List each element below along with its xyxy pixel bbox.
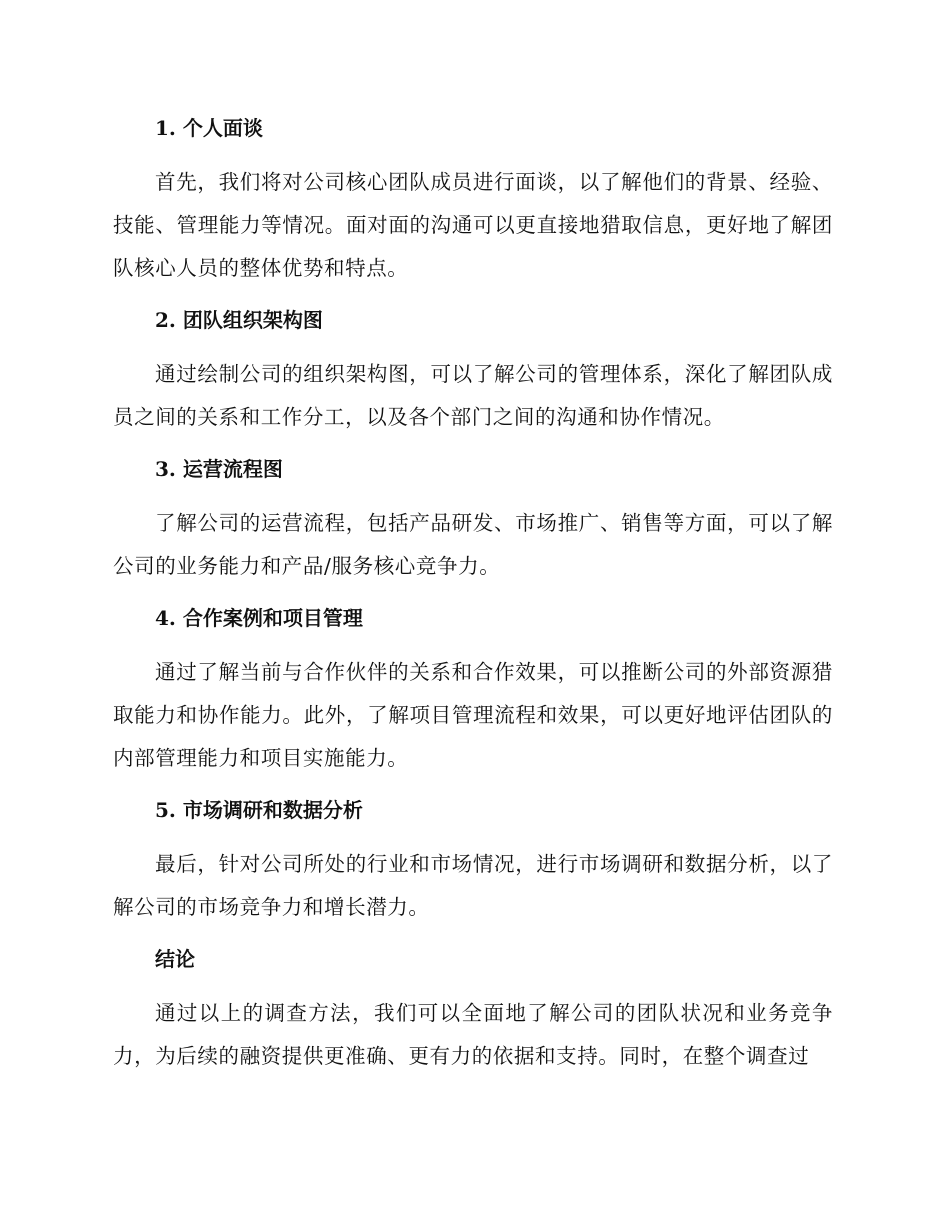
section-body-conclusion: 通过以上的调查方法，我们可以全面地了解公司的团队状况和业务竞争力，为后续的融资提供更准确、更有力的依据和支持。同时，在整个调查过	[113, 1001, 833, 1068]
section-heading-market-research: 5. 市场调研和数据分析	[155, 798, 363, 822]
section-body-operations-flow: 了解公司的运营流程，包括产品研发、市场推广、销售等方面，可以了解公司的业务能力和产品/服务核心竞争力。	[113, 511, 833, 578]
section-heading-cooperation-projects: 4. 合作案例和项目管理	[155, 606, 363, 630]
document-page	[113, 108, 833, 1078]
section-body-org-chart: 通过绘制公司的组织架构图，可以了解公司的管理体系，深化了解团队成员之间的关系和工作分工，以及各个部门之间的沟通和协作情况。	[113, 362, 833, 429]
section-body-market-research: 最后，针对公司所处的行业和市场情况，进行市场调研和数据分析，以了解公司的市场竞争力和增长潜力。	[113, 852, 833, 919]
section-heading-operations-flow: 3. 运营流程图	[155, 457, 283, 481]
section-body-interview: 首先，我们将对公司核心团队成员进行面谈，以了解他们的背景、经验、技能、管理能力等情况。面对面的沟通可以更直接地猎取信息，更好地了解团队核心人员的整体优势和特点。	[113, 170, 833, 280]
section-heading-interview: 1. 个人面谈	[155, 116, 263, 140]
section-heading-conclusion: 结论	[155, 947, 195, 971]
section-heading-org-chart: 2. 团队组织架构图	[155, 308, 323, 332]
section-body-cooperation-projects: 通过了解当前与合作伙伴的关系和合作效果，可以推断公司的外部资源猎取能力和协作能力。此外，了解项目管理流程和效果，可以更好地评估团队的内部管理能力和项目实施能力。	[113, 660, 833, 770]
